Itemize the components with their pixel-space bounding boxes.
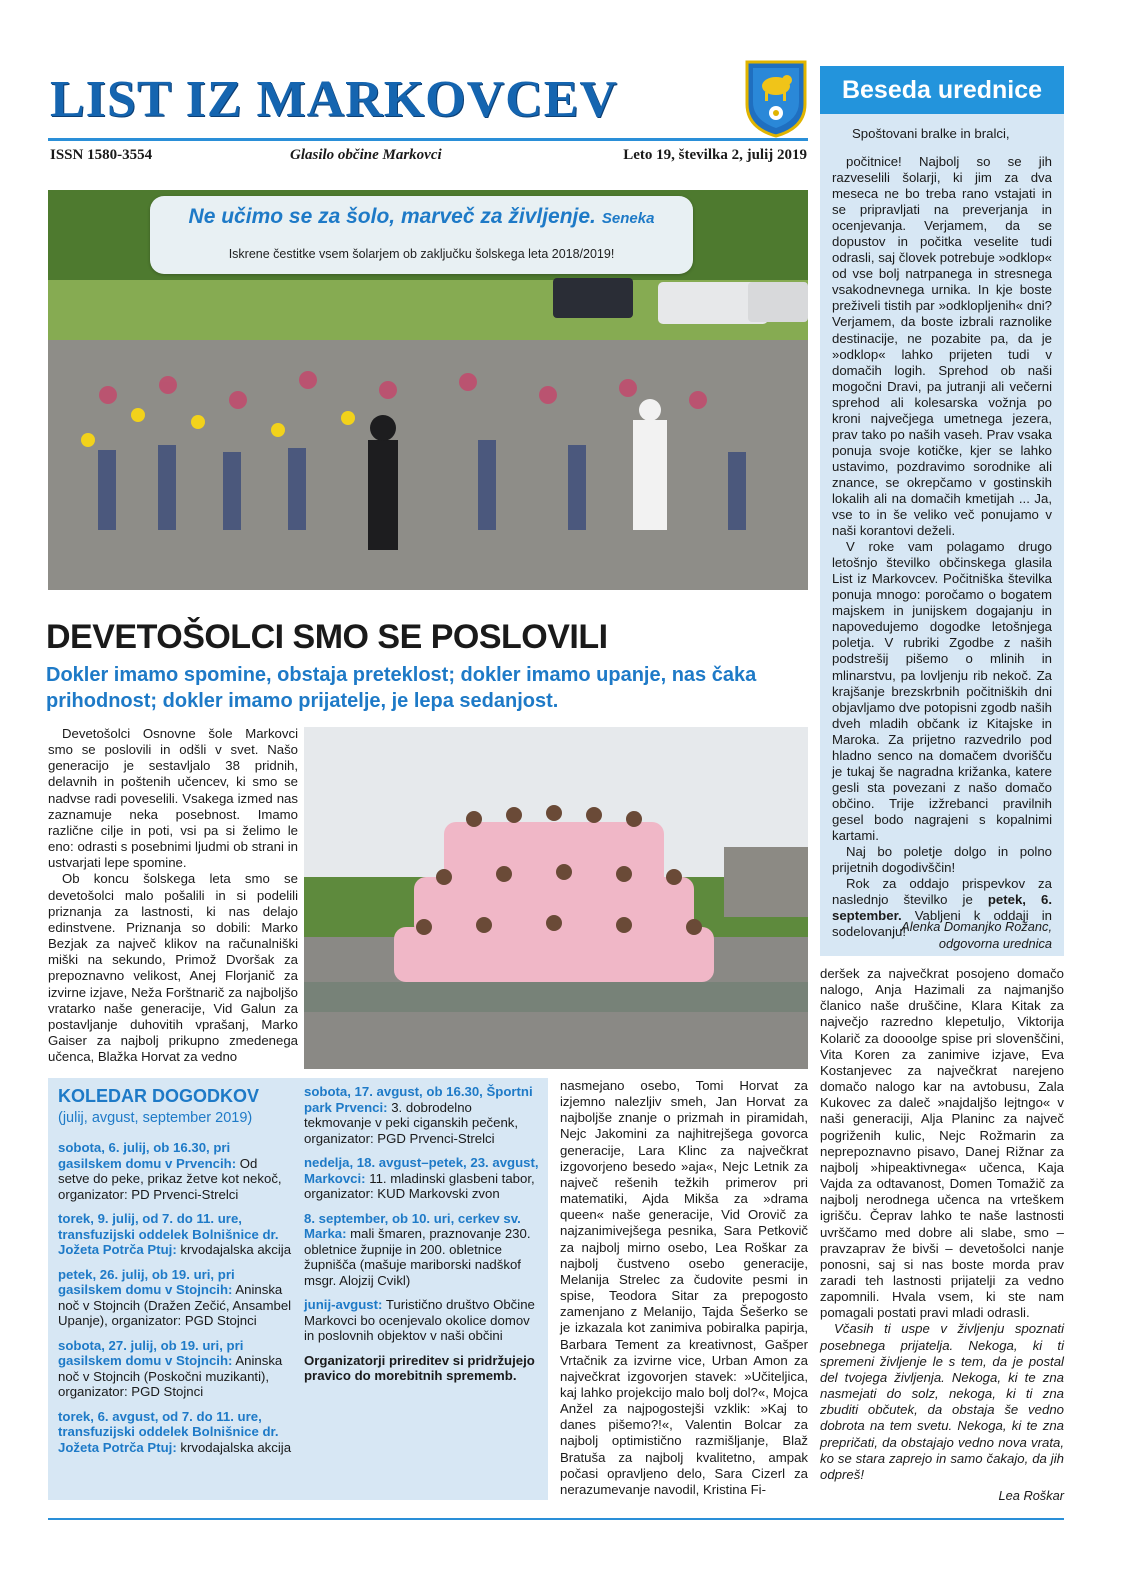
calendar-event <box>304 1084 540 1146</box>
article-paragraph: Devetošolci Osnovne šole Markovci smo se poslovili in odšli v svet. Našo generacijo je sestavljalo 38 pridnih, delavnih in poštenih učencev, ki smo se nadvse radi poveselili. Vsakega izmed nas zaznamuje neka posebnost. Imamo različne cilje in poti, vsi pa si želimo le eno: odrasti s posebnimi ljudmi ob strani in ustvarjati lepe spomine. <box>48 726 298 871</box>
calendar-event <box>304 1211 540 1289</box>
deadline-suffix: Vabljeni k oddaji in sodelovanju! <box>832 908 1052 940</box>
event-what: Od setve do peke, prikaz žetve kot nekoč, organizator: PD Prvenci-Strelci <box>58 1155 282 1202</box>
quote-text: Ne učimo se za šolo, marveč za življenje. <box>188 205 596 228</box>
quote <box>150 205 693 229</box>
calendar-event <box>58 1211 292 1258</box>
graduates-group-photo <box>304 727 808 1069</box>
editorial-signature <box>832 918 1052 952</box>
calendar-event <box>304 1297 540 1344</box>
calendar-period: (julij, avgust, september 2019) <box>58 1110 253 1126</box>
event-what: krvodajalska akcija <box>176 1242 292 1257</box>
editorial-paragraph: počitnice! Najbolj so se jih razveselili šolarji, ki jim za dva meseca ne bo treba rano vstajati in se pripravljati na preverjanja in ocenjevanja. Verjamem, da se dopustov in počitka veselite tudi odrasli, saj človek potrebuje »odklop« od vse bolj natrpanega in stresnega vsakodnevnega urnika. In kje boste preživeli tistih par »odklopljenih« dni? Verjamem, da boste izbrali raznolike destinacije, ne pozabite pa, da je »odklop« lahko prijeten tudi v domačih logih. Sprehod ob naši mogočni Dravi, pa jutranji ali večerni sprehod ali kolesarska vožnja po kroni največjega umetnega jezera, prav tako po naših vaseh. Prav vsaka ponuja svoje kotičke, kjer se lahko ustavimo, pozdravimo sorodnike ali znance, se okrepčamo v gostinskih lokalih ali na domačih kmetijah ... Ja, vse to in še veliko več ponujamo v naši korantovi deželi. <box>832 154 1052 539</box>
coat-of-arms-icon <box>743 58 809 138</box>
deadline-date: petek, 6. september. <box>832 892 1052 924</box>
event-when: torek, 9. julij, od 7. do 11. ure, transfuzijski oddelek Bolnišnice dr. Jožeta Potrča Ptuj: <box>58 1211 279 1257</box>
event-when: torek, 6. avgust, od 7. do 11. ure, transfuzijski oddelek Bolnišnice dr. Jožeta Potrča Ptuj: <box>58 1408 279 1455</box>
calendar-events-left <box>58 1140 292 1464</box>
article-signature: Lea Roškar <box>998 1488 1064 1503</box>
deadline-prefix: Rok za oddajo prispevkov za naslednjo številko je <box>832 876 1052 908</box>
article-paragraph: deršek za največkrat posojeno domačo nalogo, Anja Hazimali za najmanjšo članico naše druščine, Klara Kitak za največjo razredno klepetuljo, Viktorija Kolarič za doooolge spise pri slovenščini, Vita Koren za zanimive izjave, Eva Kostanjevec za največkrat narejeno domačo nalogo kar na avtobusu, Zala Kukovec za daleč »najdaljšo lejtngo« v naši generaciji, Alja Planinc za največ pogriženih kulic, Nejc Rožmarin za neprepoznavno pisavo, Danej Rižnar za najbolj »hipeaktivnega« učenca, Kaja Vajda za odtavanost, Domen Tomažič za najbolj nerodnega učenca na vrteškem igrišču. Čeprav lahko te naše lastnosti uvrščamo med dobre ali slabe, smo – pravzaprav že bivši – devetošolci nanje ponosni, saj si nas boste morda prav zaradi teh lastnosti prijatelji za vedno zapomnili. Hvala vsem, ki ste nam pomagali postati pravi mladi odrasli. <box>820 966 1064 1321</box>
event-when: sobota, 6. julij, ob 16.30, pri gasilskem domu v Prvencih: <box>58 1140 237 1171</box>
editorial-paragraph: V roke vam polagamo drugo letošnjo številko občinskega glasila List iz Markovcev. Počitniška številka ponuja mnogo: poročamo o bogatem majskem in junijskem dogajanju in napovedujemo dogodke letošnjega poletja. V rubriki Zgodbe z naših podstrešij pišemo o mlinih in mlinarstvu, pa lovljenju rib nekoč. Za krajšanje brezskrbnih počitniških dni objavljamo dve potopisni zgodb naših dveh mladih občank iz Kitajske in Maroka. Za prijetno razvedrilo pod hladno senco na domačem dvorišču je tukaj še nagradna križanka, katere gesli sta povezani z našo domačo občino. Trije izžrebanci pravilnih gesel bodo nagrajeni s kopalnimi kartami. <box>832 539 1052 843</box>
publication-subtitle: Glasilo občine Markovci <box>290 147 442 163</box>
calendar-title: KOLEDAR DOGODKOV <box>58 1086 260 1106</box>
article-column-3: nasmejano osebo, Tomi Horvat za izjemno nalezljiv smeh, Jan Horvat za najboljše znanje o prizmah in piramidah, Nejc Jakomini za najhitrejšega govorca generacije, Lara Klinc za največkrat izgovorjeno besedo »aja«, Nejc Letnik za največ rešenih težkih primerov pri matematiki, Ajda Mikša za »drama queen« naše generacije, Vid Orovič za najzanimivejšega pesnika, Sara Petkovič za najbolj mirno osebo, Lea Roškar za najbolj čustveno osebo generacije, Melanija Strelec za čudovite pesmi in spise, Teodora Sitar za prepogosto zamenjano z Melanijo, Tajda Šešerko se je izkazala kot zanimiva pobiralka papirja, Barbara Tement za kreativnost, Gašper Vrtačnik za izvirne vice, Urban Amon za največkrat izgovorjen stavek: »Učiteljica, kaj lahko projekcijo malo bolj dol?«, Mojca Anžel za najpogostejši vzklik: »Kaj to danes pišemo?!«, Valentin Bolcar za najbolj optimistično razmišljanje, Blaž Bratuša za najbolj kvalitetno, ampak počasi opravljeno delo, Sara Cizerl za nerazumevanje navodil, Kristina Fi- <box>560 1078 808 1497</box>
calendar-event <box>58 1338 292 1400</box>
article-lead: Dokler imamo spomine, obstaja preteklost; dokler imamo upanje, nas čaka prihodnost; dokler imamo prijatelje, je lepa sedanjost. <box>46 664 757 712</box>
editor-name: Alenka Domanjko Rožanc, <box>901 919 1052 934</box>
masthead-rule <box>48 138 808 141</box>
quote-subtext: Iskrene čestitke vsem šolarjem ob zaključku šolskega leta 2018/2019! <box>228 247 615 261</box>
calendar-event <box>58 1409 292 1456</box>
event-what: 3. dobrodelno tekmovanje v peki ciganskih pečenk, organizator: PGD Prvenci-Strelci <box>304 1099 519 1146</box>
calendar-events-right <box>304 1084 540 1397</box>
bottom-rule <box>48 1518 1064 1520</box>
event-what: mali šmaren, praznovanje 230. obletnice župnije in 200. obletnice župnišča (mašuje mariborski nadškof msgr. Alojzij Cvikl) <box>304 1226 531 1288</box>
event-when: sobota, 27. julij, ob 19. uri, pri gasilskem domu v Stojncih: <box>58 1337 244 1368</box>
event-what: 11. mladinski glasbeni tabor, organizator: KUD Markovski zvon <box>304 1170 535 1201</box>
event-when: sobota, 17. avgust, ob 16.30, Športni park Prvenci: <box>304 1084 533 1115</box>
event-what: krvodajalska akcija <box>176 1439 292 1455</box>
calendar-footnote: Organizatorji prireditev si pridržujejo pravico do morebitnih sprememb. <box>304 1352 535 1383</box>
issue-info: Leto 19, številka 2, julij 2019 <box>623 147 807 163</box>
editorial-greeting: Spoštovani bralke in bralci, <box>852 126 1010 141</box>
article-column-4 <box>820 966 1064 1483</box>
quote-author: Seneka <box>601 210 655 227</box>
event-what: Aninska noč v Stojncih (Poskočni muzikanti), organizator: PGD Stojnci <box>58 1353 283 1399</box>
photo-illustration <box>304 727 808 1069</box>
masthead-title: LIST IZ MARKOVCEV <box>50 71 618 128</box>
editorial-paragraph: Naj bo poletje dolgo in polno prijetnih dogodivščin! <box>832 844 1052 876</box>
editorial-body <box>832 154 1052 940</box>
event-what: Turistično društvo Občine Markovci bo ocenjevalo okolice domov in poslovnih objektov v naši občini <box>304 1297 535 1343</box>
calendar-event <box>58 1140 292 1202</box>
calendar-event <box>304 1155 540 1202</box>
event-when: 8. september, ob 10. uri, cerkev sv. Marka: <box>304 1210 521 1241</box>
calendar-event <box>58 1267 292 1329</box>
article-column-1 <box>48 726 298 1074</box>
event-what: Aninska noč v Stojncih (Dražen Zečić, Ansambel Upanje), organizator: PGD Stojnci <box>58 1282 292 1328</box>
event-when: petek, 26. julij, ob 19. uri, pri gasilskem domu v Stojncih: <box>58 1266 235 1297</box>
editor-role: odgovorna urednica <box>938 936 1052 951</box>
editorial-header: Beseda urednice <box>820 66 1064 114</box>
event-when: junij-avgust: <box>304 1297 383 1312</box>
article-headline: DEVETOŠOLCI SMO SE POSLOVILI <box>46 618 608 656</box>
issn: ISSN 1580-3554 <box>50 147 153 163</box>
article-closing-quote: Včasih ti uspe v življenju spoznati posebnega prijatelja. Nekoga, ki ti spremeni življenje le s tem, da je postal del tvojega življenja. Nekoga, ki te zna nasmejati do solz, nekoga, ki ti zna zbuditi občutek, da obstaja še vedno dobrota na tem svetu. Nekoga, ki te zna prepričati, da obstajajo vedno nova vrata, ko se stara zaprejo in samo čakajo, da jih odpreš! <box>820 1321 1064 1482</box>
event-when: nedelja, 18. avgust–petek, 23. avgust, Markovci: <box>304 1155 539 1186</box>
article-paragraph: Ob koncu šolskega leta smo se devetošolci malo pošalili in si podelili priznanja za lastnosti, ki nas delajo edinstvene. Priznanja so dobili: Marko Bezjak za največ klikov na računalniški miški na sekundo, Primož Dvoršak za prepoznavno velikost, Anej Florjanič za izvirne izjave, Neža Forštnarič za najboljšo vratarko naše generacije, Vid Galun za postavljanje duhovitih vprašanj, Marko Gaiser za najbolj prikupno zmedenega učenca, Blažka Horvat za vedno <box>48 871 298 1065</box>
